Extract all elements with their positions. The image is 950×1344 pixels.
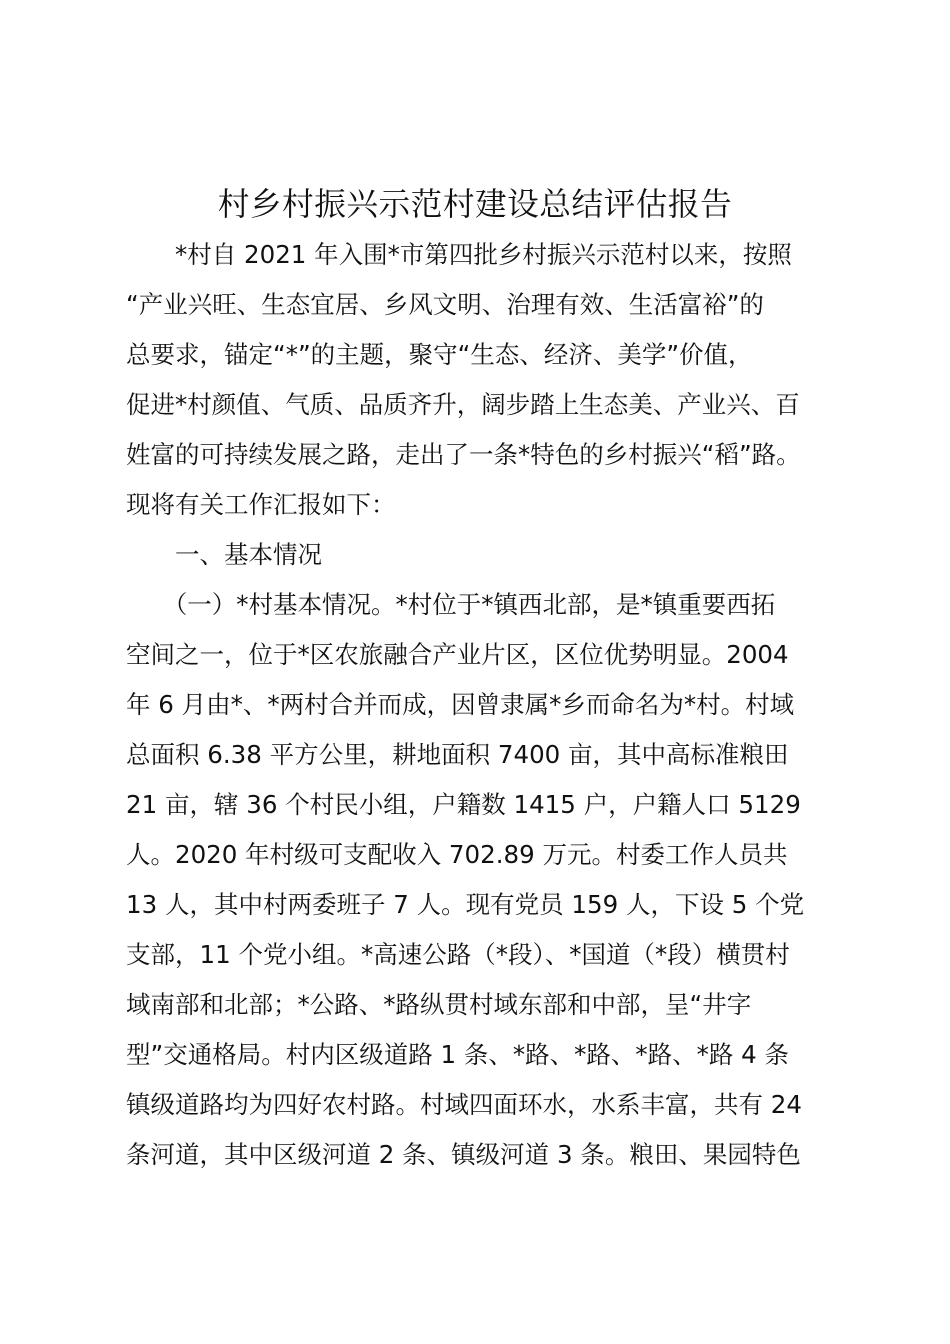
body-line-1: *村自 2021 年入围*市第四批乡村振兴示范村以来，按照 bbox=[126, 240, 792, 269]
body-line-4: 促进*村颜值、气质、品质齐升，阔步踏上生态美、产业兴、百 bbox=[126, 390, 800, 419]
body-line-15: 支部，11 个党小组。*高速公路（*段）、*国道（*段）横贯村 bbox=[126, 940, 790, 969]
body-line-8: （一）*村基本情况。*村位于*镇西北部，是*镇重要西拓 bbox=[126, 590, 776, 619]
body-line-11: 总面积 6.38 平方公里，耕地面积 7400 亩，其中高标准粮田 bbox=[126, 740, 789, 769]
document-title: 村乡村振兴示范村建设总结评估报告 bbox=[217, 187, 733, 223]
body-line-9: 空间之一，位于*区农旅融合产业片区，区位优势明显。2004 bbox=[126, 640, 789, 669]
body-line-2: “产业兴旺、生态宜居、乡风文明、治理有效、生活富裕”的 bbox=[126, 290, 764, 319]
body-line-12: 21 亩，辖 36 个村民小组，户籍数 1415 户，户籍人口 5129 bbox=[126, 790, 801, 819]
body-line-10: 年 6 月由*、*两村合并而成，因曾隶属*乡而命名为*村。村域 bbox=[126, 690, 795, 719]
body-line-16: 域南部和北部；*公路、*路纵贯村域东部和中部，呈“井字 bbox=[126, 990, 752, 1019]
body-line-5: 姓富的可持续发展之路，走出了一条*特色的乡村振兴“稻”路。 bbox=[126, 440, 801, 469]
body-line-14: 13 人，其中村两委班子 7 人。现有党员 159 人，下设 5 个党 bbox=[126, 890, 805, 919]
section-heading-basic-situation: 一、基本情况 bbox=[126, 540, 322, 569]
body-line-18: 镇级道路均为四好农村路。村域四面环水，水系丰富，共有 24 bbox=[126, 1090, 802, 1119]
document-body bbox=[126, 230, 846, 1180]
body-line-13: 人。2020 年村级可支配收入 702.89 万元。村委工作人员共 bbox=[126, 840, 788, 869]
body-line-19: 条河道，其中区级河道 2 条、镇级河道 3 条。粮田、果园特色 bbox=[126, 1140, 801, 1169]
body-line-17: 型”交通格局。村内区级道路 1 条、*路、*路、*路、*路 4 条 bbox=[126, 1040, 790, 1069]
body-line-3: 总要求，锚定“*”的主题，聚守“生态、经济、美学”价值， bbox=[126, 340, 753, 369]
body-line-6: 现将有关工作汇报如下： bbox=[126, 490, 396, 519]
